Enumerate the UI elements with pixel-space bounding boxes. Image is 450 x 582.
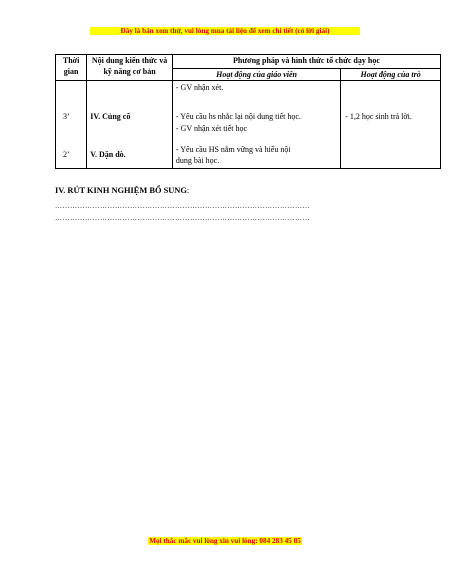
lesson-table <box>55 54 441 169</box>
teacher-cell <box>172 81 340 169</box>
header-content: Nội dung kiến thức và kỹ năng cơ bản <box>87 55 173 81</box>
contact-footer-text: Mọi thắc mắc vui lòng xin vui lòng: 084 283 45 85 <box>149 537 301 545</box>
teacher-line: - Yêu cầu hs nhắc lại nội dung tiết học. <box>175 112 301 121</box>
content-row-1: IV. Củng cố <box>90 112 131 121</box>
time-cell <box>56 81 87 169</box>
teacher-line: dung bài học. <box>175 156 220 165</box>
teacher-line: - GV nhận xét. <box>175 83 224 92</box>
header-student: Hoạt động của trò <box>341 69 441 81</box>
section-title-text: IV. RÚT KINH NGHIỆM BỔ SUNG <box>55 186 187 195</box>
section-title <box>55 186 189 195</box>
header-time: Thời gian <box>56 55 87 81</box>
time-row-2: 2’ <box>63 150 70 159</box>
teacher-line: - GV nhận xét tiết học <box>175 124 248 133</box>
header-teacher: Hoạt động của giáo viên <box>172 69 340 81</box>
content-cell <box>87 81 173 169</box>
preview-banner: Đây là bản xem thử, vui lòng mua tài liệu để xem chi tiết (có lời giải) <box>0 27 450 35</box>
student-cell <box>341 81 441 169</box>
dotted-line: ………………………………………………………………………………………… <box>55 214 310 222</box>
dotted-line: ………………………………………………………………………………………… <box>55 202 310 210</box>
contact-footer <box>0 537 450 545</box>
section-title-colon: : <box>186 186 190 195</box>
header-method: Phương pháp và hình thức tổ chức dạy học <box>172 55 440 69</box>
content-row-2: V. Dặn dò. <box>90 150 126 159</box>
teacher-line: - Yêu cầu HS nắm vững và hiểu nội <box>175 145 291 154</box>
time-row-1: 3’ <box>63 112 70 121</box>
student-row-1: - 1,2 học sinh trả lời. <box>345 112 412 121</box>
